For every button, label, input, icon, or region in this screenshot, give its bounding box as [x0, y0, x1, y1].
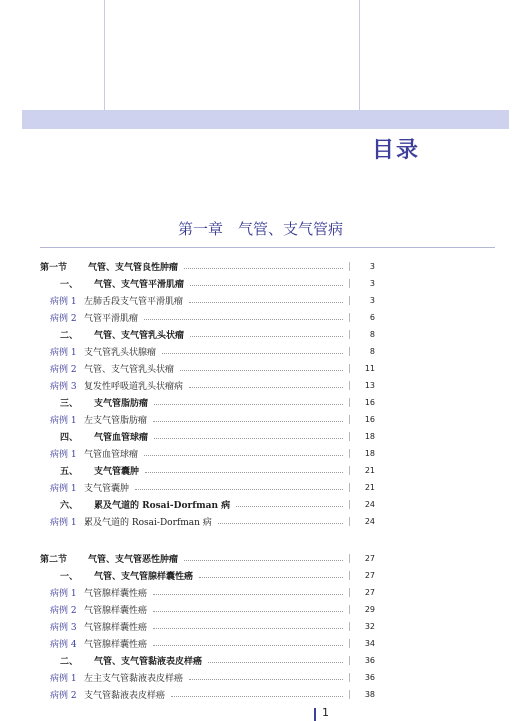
toc-entry-title: 左肺舌段支气管平滑肌瘤	[84, 297, 184, 307]
chapter-rule	[40, 247, 495, 248]
leader-dots	[153, 611, 343, 612]
toc-entry-label: 病例 2	[50, 365, 77, 375]
toc-entry-title: 累及气道的 Rosai-Dorfman 病	[84, 518, 212, 528]
toc-entry-label: 一、	[60, 572, 79, 582]
toc-case-row[interactable]	[40, 309, 375, 326]
toc-entry-title: 气管腺样囊性癌	[84, 623, 148, 633]
toc-entry-page: 8	[349, 330, 375, 339]
leader-dots	[199, 577, 343, 578]
toc-title: 目录	[372, 137, 421, 163]
toc-entry-page: 18	[349, 449, 375, 458]
leader-dots	[189, 679, 343, 680]
toc-entry-page: 11	[349, 364, 375, 373]
toc-section-row[interactable]	[40, 550, 375, 567]
toc-entry-page: 16	[349, 415, 375, 424]
toc-entry-title: 左主支气管黏液表皮样癌	[84, 674, 184, 684]
toc-entry-label: 病例 2	[50, 606, 77, 616]
toc-entry-label: 病例 1	[50, 297, 77, 307]
leader-dots	[154, 404, 343, 405]
leader-dots	[208, 662, 343, 663]
toc-entry-label: 病例 1	[50, 674, 77, 684]
leader-dots	[184, 560, 343, 561]
toc-entry-page: 21	[349, 466, 375, 475]
toc-case-row[interactable]	[40, 635, 375, 652]
toc-entry-title: 气管、支气管良性肿瘤	[88, 263, 179, 273]
toc-entry-title: 气管血管球瘤	[94, 433, 149, 443]
toc-case-row[interactable]	[40, 513, 375, 530]
toc-entry-title: 气管、支气管恶性肿瘤	[88, 555, 179, 565]
toc-case-row[interactable]	[40, 377, 375, 394]
leader-dots	[153, 594, 343, 595]
toc-entry-title: 气管腺样囊性癌	[84, 589, 148, 599]
toc-entry-page: 16	[349, 398, 375, 407]
leader-dots	[180, 370, 343, 371]
toc-entry-label: 病例 1	[50, 450, 77, 460]
toc-case-row[interactable]	[40, 686, 375, 703]
leader-dots	[144, 319, 343, 320]
toc-entry-title: 支气管囊肿	[84, 484, 130, 494]
toc-entry-title: 气管、支气管平滑肌瘤	[94, 280, 185, 290]
page-number: 1	[322, 706, 329, 719]
toc-section-row[interactable]	[40, 258, 375, 275]
leader-dots	[184, 268, 343, 269]
toc-topic-row[interactable]	[40, 496, 375, 513]
toc-entry-page: 27	[349, 588, 375, 597]
toc-entry-page: 36	[349, 673, 375, 682]
toc-entry-label: 六、	[60, 501, 79, 511]
toc-topic-row[interactable]	[40, 462, 375, 479]
leader-dots	[154, 438, 343, 439]
toc-case-row[interactable]	[40, 669, 375, 686]
leader-dots	[171, 696, 343, 697]
toc-entry-label: 四、	[60, 433, 79, 443]
toc-entry-page: 18	[349, 432, 375, 441]
leader-dots	[153, 628, 343, 629]
toc-entry-label: 病例 1	[50, 416, 77, 426]
leader-dots	[144, 455, 343, 456]
toc-entry-label: 病例 1	[50, 589, 77, 599]
toc-topic-row[interactable]	[40, 428, 375, 445]
toc-entry-title: 气管血管球瘤	[84, 450, 139, 460]
toc-case-row[interactable]	[40, 411, 375, 428]
toc-entry-page: 38	[349, 690, 375, 699]
toc-entry-page: 3	[349, 262, 375, 271]
toc-entry-title: 气管腺样囊性癌	[84, 640, 148, 650]
toc-entry-label: 病例 1	[50, 518, 77, 528]
toc-entry-page: 36	[349, 656, 375, 665]
toc-entry-title: 支气管脂肪瘤	[94, 399, 149, 409]
toc-entry-label: 病例 4	[50, 640, 77, 650]
toc-case-row[interactable]	[40, 360, 375, 377]
toc-case-row[interactable]	[40, 445, 375, 462]
toc-entry-title: 气管、支气管黏液表皮样癌	[94, 657, 203, 667]
leader-dots	[189, 387, 343, 388]
toc-topic-row[interactable]	[40, 567, 375, 584]
leader-dots	[190, 336, 343, 337]
toc-entry-label: 病例 1	[50, 348, 77, 358]
leader-dots	[145, 472, 343, 473]
toc-entry-title: 气管平滑肌瘤	[84, 314, 139, 324]
leader-dots	[162, 353, 343, 354]
toc-case-row[interactable]	[40, 343, 375, 360]
toc-entry-page: 13	[349, 381, 375, 390]
toc-entry-label: 病例 2	[50, 691, 77, 701]
toc-topic-row[interactable]	[40, 326, 375, 343]
toc-entry-label: 病例 1	[50, 484, 77, 494]
toc-entry-page: 21	[349, 483, 375, 492]
margin-line-right	[359, 0, 360, 110]
toc-entry-label: 二、	[60, 331, 79, 341]
toc-gap	[40, 530, 375, 550]
toc-entry-title: 气管腺样囊性癌	[84, 606, 148, 616]
leader-dots	[153, 645, 343, 646]
toc-entry-page: 6	[349, 313, 375, 322]
toc-entry-title: 左支气管脂肪瘤	[84, 416, 148, 426]
toc-entry-label: 第二节	[40, 555, 68, 565]
toc-entry-page: 27	[349, 554, 375, 563]
toc-entry-title: 支气管黏液表皮样癌	[84, 691, 166, 701]
toc-entry-page: 8	[349, 347, 375, 356]
toc-entry-page: 34	[349, 639, 375, 648]
toc-entry-page: 24	[349, 517, 375, 526]
page-marker	[314, 708, 316, 721]
toc-entry-title: 气管、支气管乳头状瘤	[84, 365, 175, 375]
toc-topic-row[interactable]	[40, 652, 375, 669]
toc-entry-label: 一、	[60, 280, 79, 290]
toc-entry-title: 累及气道的 Rosai-Dorfman 病	[94, 501, 231, 511]
leader-dots	[189, 302, 343, 303]
leader-dots	[190, 285, 343, 286]
leader-dots	[153, 421, 343, 422]
chapter-title: 第一章 气管、支气管病	[178, 220, 344, 238]
toc-entry-title: 气管、支气管腺样囊性癌	[94, 572, 194, 582]
toc-entry-title: 支气管囊肿	[94, 467, 140, 477]
toc-entry-label: 病例 3	[50, 623, 77, 633]
toc-case-row[interactable]	[40, 584, 375, 601]
toc-entry-page: 27	[349, 571, 375, 580]
toc-entry-page: 29	[349, 605, 375, 614]
toc-entry-page: 3	[349, 296, 375, 305]
toc-entry-label: 病例 3	[50, 382, 77, 392]
toc-entry-page: 3	[349, 279, 375, 288]
toc-entry-title: 复发性呼吸道乳头状瘤病	[84, 382, 184, 392]
toc-topic-row[interactable]	[40, 275, 375, 292]
header-band	[22, 110, 509, 129]
margin-line-left	[104, 0, 105, 110]
table-of-contents	[40, 258, 375, 703]
toc-entry-page: 32	[349, 622, 375, 631]
toc-entry-label: 三、	[60, 399, 79, 409]
leader-dots	[236, 506, 343, 507]
toc-topic-row[interactable]	[40, 394, 375, 411]
toc-case-row[interactable]	[40, 292, 375, 309]
leader-dots	[218, 523, 343, 524]
toc-entry-label: 病例 2	[50, 314, 77, 324]
toc-case-row[interactable]	[40, 479, 375, 496]
toc-entry-label: 第一节	[40, 263, 68, 273]
toc-entry-title: 支气管乳头状腺瘤	[84, 348, 157, 358]
toc-entry-title: 气管、支气管乳头状瘤	[94, 331, 185, 341]
toc-case-row[interactable]	[40, 618, 375, 635]
toc-entry-label: 五、	[60, 467, 79, 477]
toc-entry-label: 二、	[60, 657, 79, 667]
leader-dots	[135, 489, 343, 490]
toc-entry-page: 24	[349, 500, 375, 509]
toc-case-row[interactable]	[40, 601, 375, 618]
